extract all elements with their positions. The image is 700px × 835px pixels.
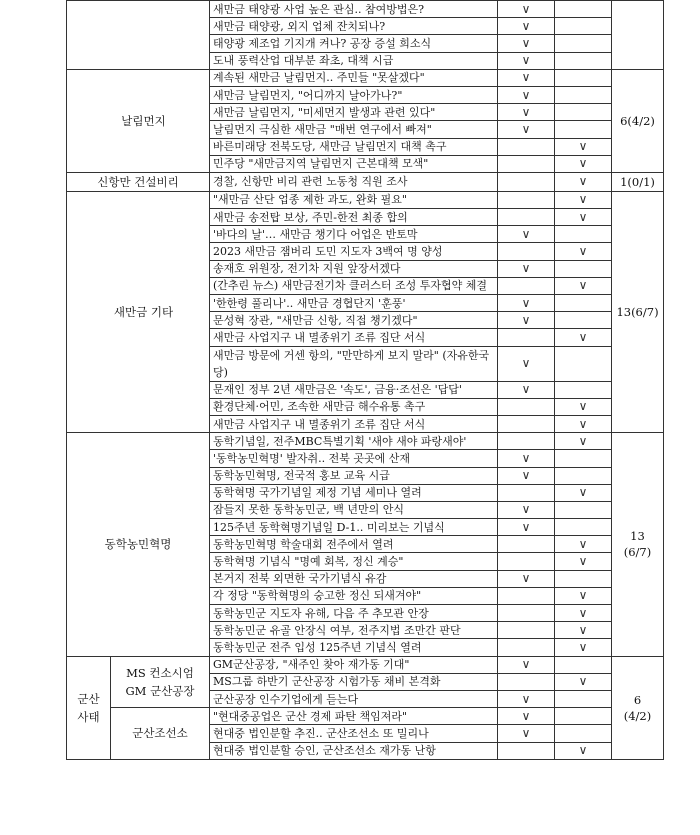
article-title: 바른미래당 전북도당, 새만금 날림먼지 대책 촉구 [210,138,498,155]
category-cell [67,1,210,70]
check-col-2 [555,450,612,467]
check-col-1 [498,484,555,501]
check-col-1 [498,191,555,208]
check-col-2: ∨ [555,329,612,346]
check-col-1 [498,172,555,191]
check-col-2: ∨ [555,398,612,415]
summary-cell: 1(0/1) [612,172,664,191]
check-col-2: ∨ [555,536,612,553]
check-col-2: ∨ [555,639,612,656]
check-col-1 [498,433,555,450]
check-col-2: ∨ [555,587,612,604]
article-title: 동학농민혁명 학술대회 전주에서 열려 [210,536,498,553]
article-title: 125주년 동학혁명기념일 D-1.. 미리보는 기념식 [210,519,498,536]
check-col-2 [555,69,612,86]
article-title: '동학농민혁명' 발자취.. 전북 곳곳에 산재 [210,450,498,467]
check-col-1 [498,673,555,690]
check-col-2: ∨ [555,243,612,260]
check-col-1 [498,243,555,260]
check-col-1: ∨ [498,295,555,312]
check-col-1: ∨ [498,18,555,35]
check-col-2 [555,570,612,587]
check-col-2: ∨ [555,138,612,155]
article-title: 새만금 사업지구 내 멸종위기 조류 집단 서식 [210,415,498,432]
check-col-1 [498,415,555,432]
check-col-1: ∨ [498,656,555,673]
check-col-2: ∨ [555,605,612,622]
check-col-2 [555,708,612,725]
check-col-2 [555,104,612,121]
check-col-2: ∨ [555,742,612,759]
article-title: 잠들지 못한 동학농민군, 백 년만의 안식 [210,501,498,518]
check-col-2: ∨ [555,277,612,294]
article-title: 계속된 새만금 날림먼지.. 주민들 "못살겠다" [210,69,498,86]
table-row [67,708,664,725]
check-col-1: ∨ [498,69,555,86]
check-col-2 [555,501,612,518]
check-col-1 [498,536,555,553]
article-title: 새만금 날림먼지, "어디까지 날아가나?" [210,86,498,103]
table-row [67,69,664,86]
check-col-1: ∨ [498,86,555,103]
check-col-2: ∨ [555,622,612,639]
table-row [67,172,664,191]
check-col-1 [498,277,555,294]
news-table [66,0,664,760]
check-col-1: ∨ [498,312,555,329]
check-col-2: ∨ [555,415,612,432]
check-col-1: ∨ [498,1,555,18]
article-title: MS그룹 하반기 군산공장 시험가동 채비 본격화 [210,673,498,690]
article-title: '한한령 풀리나'.. 새만금 경협단지 '훈풍' [210,295,498,312]
article-title: 문재인 정부 2년 새만금은 '속도', 금융·조선은 '답답' [210,381,498,398]
check-col-1: ∨ [498,104,555,121]
article-title: 동학기념일, 전주MBC특별기획 '새야 새야 파랑새야' [210,433,498,450]
check-col-1 [498,622,555,639]
category-cell: 동학농민혁명 [67,433,210,656]
check-col-1 [498,742,555,759]
check-col-1: ∨ [498,450,555,467]
subcategory-cell: MS 컨소시엄 GM 군산공장 [111,656,210,708]
article-title: 동학농민군 전주 입성 125주년 기념식 열려 [210,639,498,656]
article-title: 문성혁 장관, "새만금 신항, 직접 챙기겠다" [210,312,498,329]
check-col-1: ∨ [498,346,555,381]
summary-cell [612,1,664,70]
summary-cell: 13 (6/7) [612,433,664,656]
category-cell: 새만금 기타 [67,191,210,432]
article-title: 민주당 "새만금지역 날림먼지 근본대책 모색" [210,155,498,172]
check-col-2 [555,35,612,52]
check-col-1: ∨ [498,260,555,277]
article-title: 송재호 위원장, 전기차 지원 앞장서겠다 [210,260,498,277]
article-title: "새만금 산단 업종 제한 과도, 완화 필요" [210,191,498,208]
check-col-2: ∨ [555,673,612,690]
check-col-1 [498,138,555,155]
article-title: 새만금 방문에 거센 항의, "만만하게 보지 말라" (자유한국당) [210,346,498,381]
article-title: 새만금 송전탑 보상, 주민-한전 최종 합의 [210,209,498,226]
table-row [67,433,664,450]
check-col-2: ∨ [555,433,612,450]
check-col-2 [555,295,612,312]
check-col-2: ∨ [555,484,612,501]
article-title: 동학농민혁명, 전국적 홍보 교육 시급 [210,467,498,484]
article-title: 동학혁명 기념식 "명예 회복, 정신 계승" [210,553,498,570]
check-col-1: ∨ [498,467,555,484]
article-title: GM군산공장, "새주인 찾아 재가동 기대" [210,656,498,673]
check-col-2 [555,656,612,673]
article-title: 날림먼지 극심한 새만금 "매번 연구에서 빠져" [210,121,498,138]
article-title: 각 정당 "동학혁명의 숭고한 정신 되새겨야" [210,587,498,604]
summary-cell: 13(6/7) [612,191,664,432]
article-title: 새만금 사업지구 내 멸종위기 조류 집단 서식 [210,329,498,346]
check-col-2: ∨ [555,155,612,172]
check-col-2 [555,226,612,243]
check-col-1 [498,587,555,604]
article-title: 동학혁명 국가기념일 제정 기념 세미나 열려 [210,484,498,501]
check-col-2 [555,86,612,103]
article-title: 현대중 법인분할 추진.. 군산조선소 또 밀리나 [210,725,498,742]
summary-cell: 6 (4/2) [612,656,664,759]
article-title: 새만금 태양광, 외지 업체 잔치되나? [210,18,498,35]
check-col-2: ∨ [555,191,612,208]
table-row [67,656,664,673]
article-title: 동학농민군 유골 안장식 여부, 전주지법 조만간 판단 [210,622,498,639]
category-cell: 신항만 건설비리 [67,172,210,191]
check-col-2 [555,725,612,742]
check-col-1: ∨ [498,519,555,536]
check-col-2 [555,346,612,381]
check-col-1: ∨ [498,381,555,398]
article-title: 군산공장 인수기업에게 듣는다 [210,690,498,707]
check-col-1 [498,329,555,346]
check-col-2 [555,260,612,277]
article-title: 동학농민군 지도자 유해, 다음 주 추모관 안장 [210,605,498,622]
article-title: "현대중공업은 군산 경제 파탄 책임져라" [210,708,498,725]
check-col-1 [498,605,555,622]
check-col-2 [555,1,612,18]
check-col-1: ∨ [498,690,555,707]
check-col-1 [498,398,555,415]
article-title: 현대중 법인분할 승인, 군산조선소 재가동 난항 [210,742,498,759]
check-col-2: ∨ [555,209,612,226]
check-col-2 [555,18,612,35]
check-col-2 [555,519,612,536]
article-title: 도내 풍력산업 대부분 좌초, 대책 시급 [210,52,498,69]
check-col-1: ∨ [498,226,555,243]
check-col-1: ∨ [498,501,555,518]
article-title: 새만금 태양광 사업 높은 관심.. 참여방법은? [210,1,498,18]
article-title: 경찰, 신항만 비리 관련 노동청 직원 조사 [210,172,498,191]
check-col-1: ∨ [498,52,555,69]
check-col-1: ∨ [498,35,555,52]
check-col-1: ∨ [498,570,555,587]
article-title: '바다의 날'… 새만금 챙기다 어업은 반토막 [210,226,498,243]
check-col-1: ∨ [498,708,555,725]
article-title: (간추린 뉴스) 새만금전기차 클러스터 조성 투자협약 체결 [210,277,498,294]
check-col-2 [555,467,612,484]
check-col-2 [555,52,612,69]
check-col-1 [498,155,555,172]
summary-cell: 6(4/2) [612,69,664,172]
check-col-2 [555,690,612,707]
check-col-1 [498,553,555,570]
table-row [67,191,664,208]
check-col-1 [498,209,555,226]
check-col-1: ∨ [498,725,555,742]
category-cell: 날림먼지 [67,69,210,172]
article-title: 태양광 제조업 기지개 켜나? 공장 증설 희소식 [210,35,498,52]
article-title: 본거지 전북 외면한 국가기념식 유감 [210,570,498,587]
subcategory-cell: 군산조선소 [111,708,210,760]
check-col-2 [555,312,612,329]
check-col-2: ∨ [555,553,612,570]
check-col-2: ∨ [555,172,612,191]
check-col-2 [555,381,612,398]
table-row [67,1,664,18]
article-title: 2023 새만금 잼버리 도민 지도자 3백여 명 양성 [210,243,498,260]
article-title: 새만금 날림먼지, "미세먼지 발생과 관련 있다" [210,104,498,121]
category-cell: 군산 사태 [67,656,111,759]
check-col-1: ∨ [498,121,555,138]
check-col-2 [555,121,612,138]
article-title: 환경단체·어민, 조속한 새만금 해수유통 촉구 [210,398,498,415]
check-col-1 [498,639,555,656]
